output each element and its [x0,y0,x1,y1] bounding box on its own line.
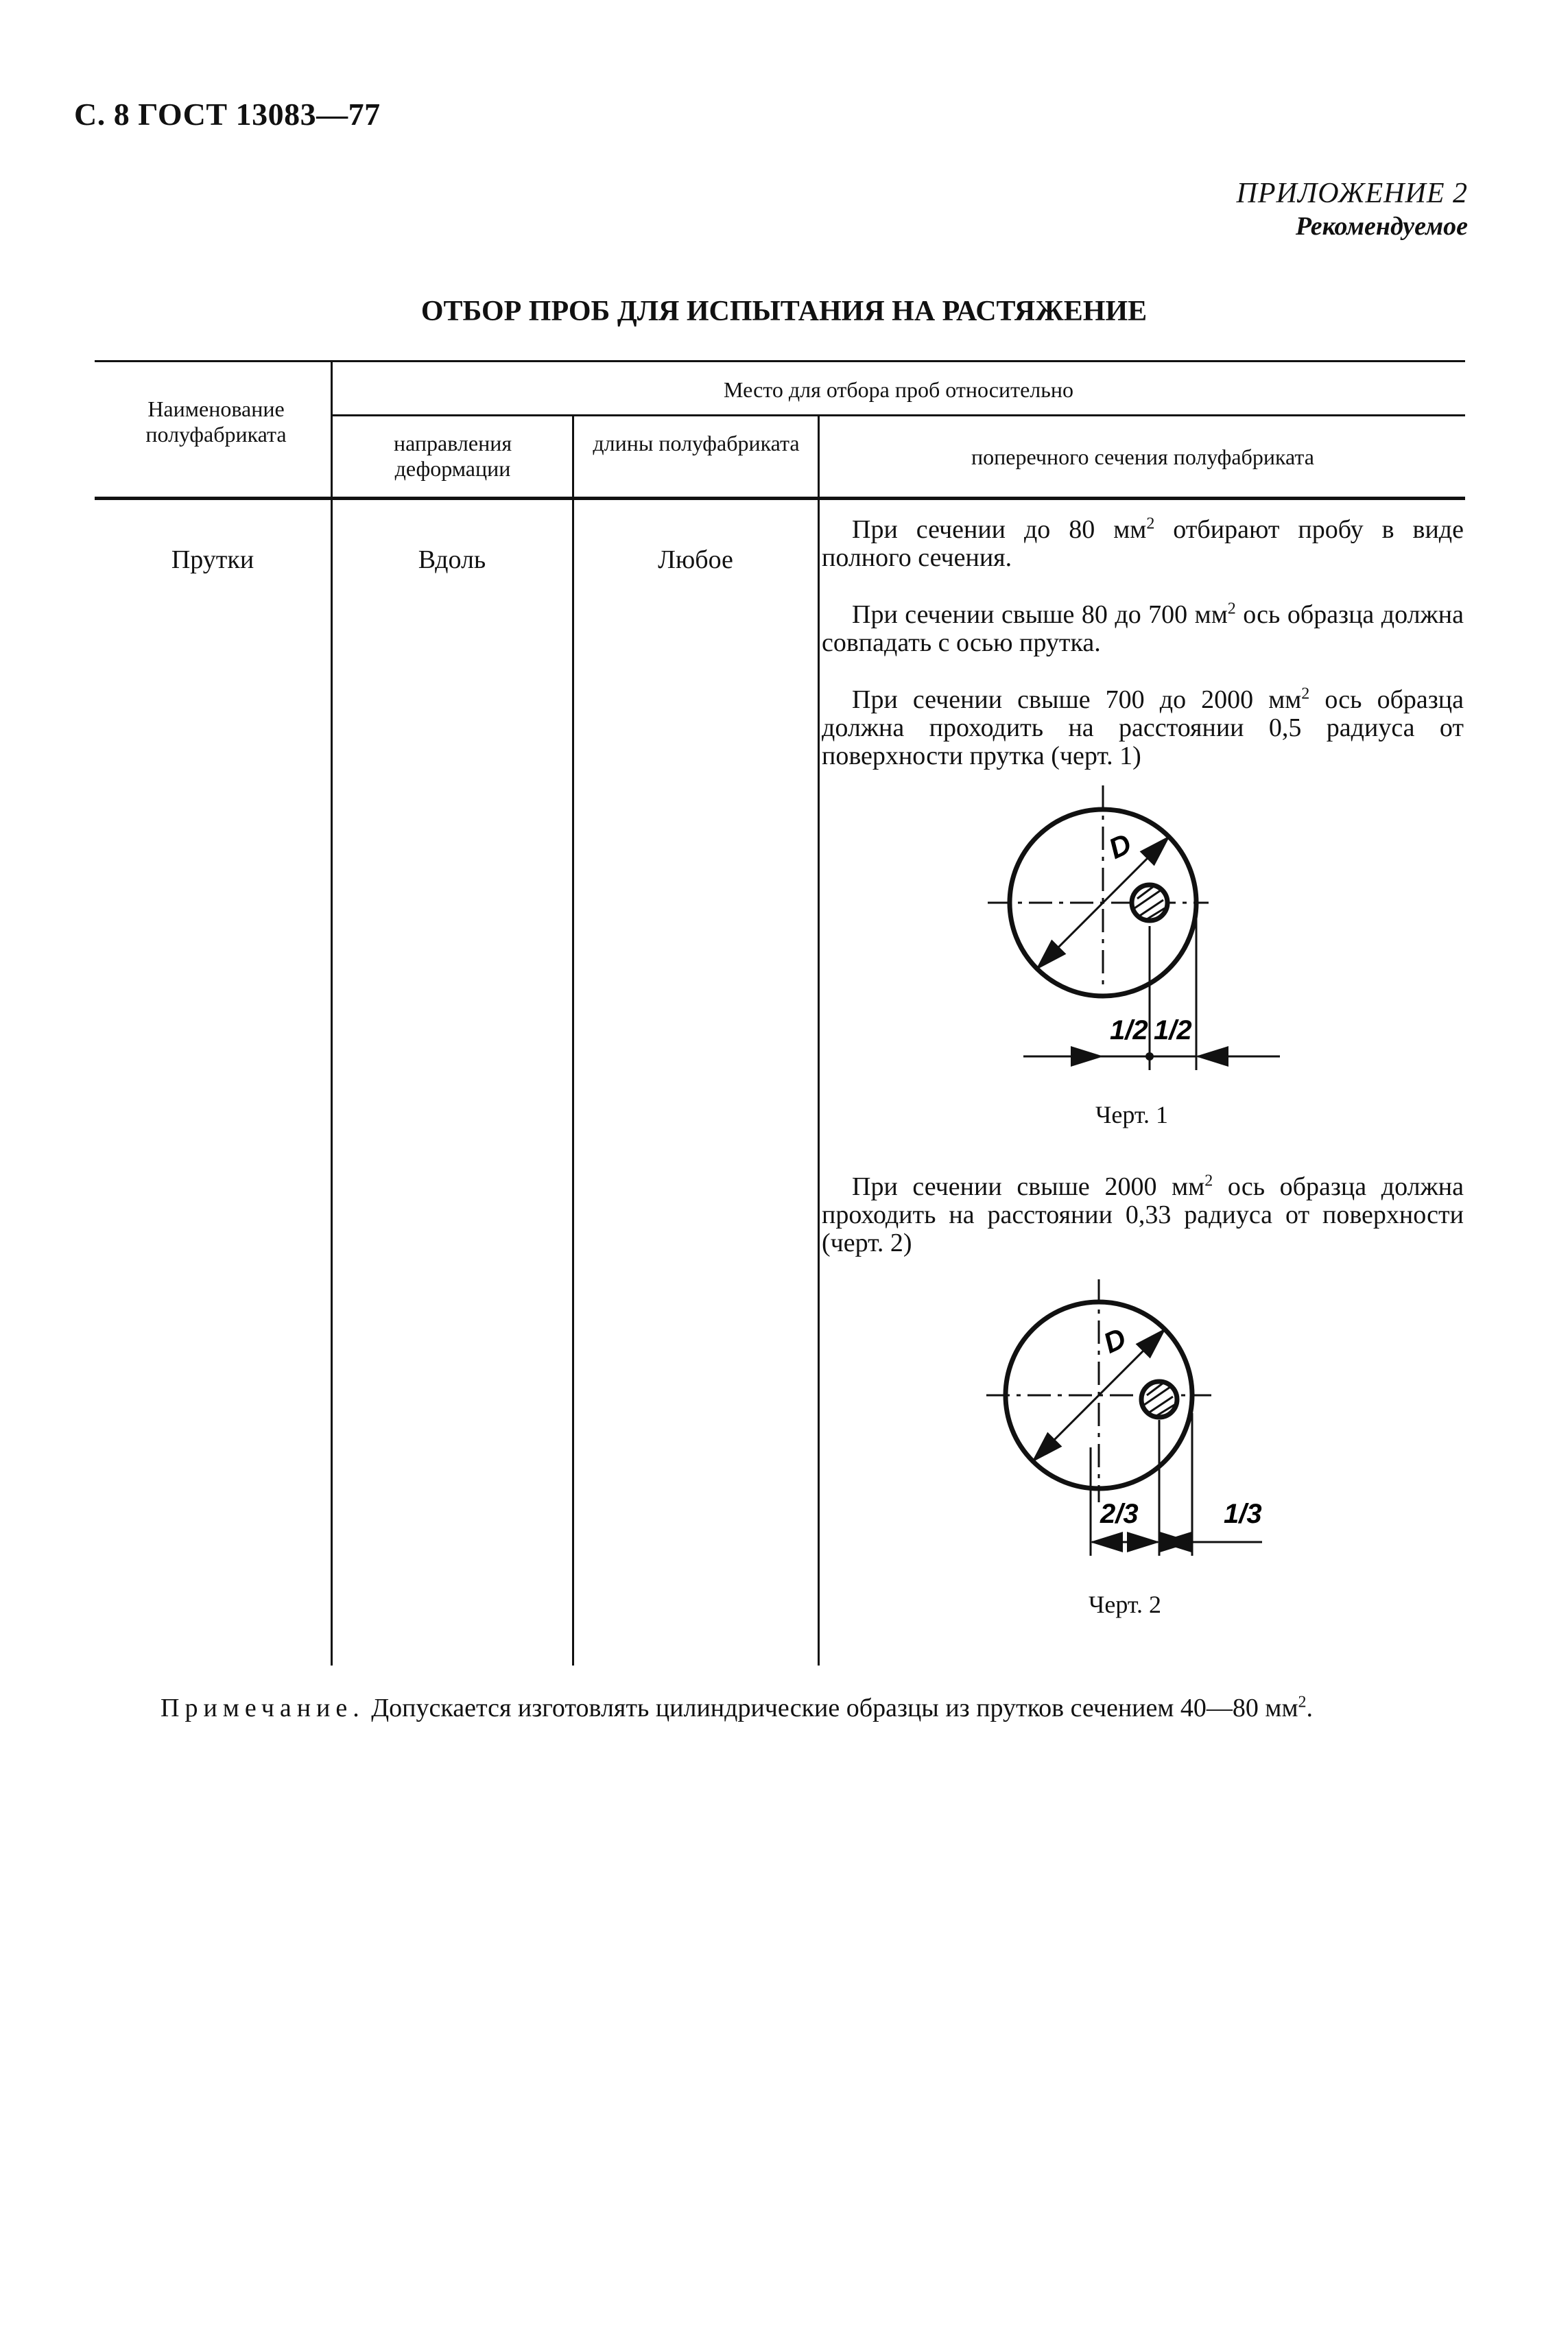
note-label: Примечание. [161,1694,365,1722]
dim-label-left: 2/3 [1100,1499,1139,1529]
table-top-rule [95,360,1465,362]
cell-direction: Вдоль [418,545,486,574]
table-header-bottom-rule [95,497,1465,500]
figure-2-caption: Черт. 2 [1089,1591,1161,1618]
dim-label-right: 1/2 [1154,1015,1192,1045]
paragraph-section-3: При сечении свыше 700 до 2000 $мм^2$ ось образца должна проходить на расстоянии 0,5 радиуса от поверхности прутка (черт. 1) [822,685,1464,770]
table-subheader-rule [332,414,1465,416]
diameter-label: D [1098,1321,1131,1360]
document-title: ОТБОР ПРОБ ДЛЯ ИСПЫТАНИЯ НА РАСТЯЖЕНИЕ [420,296,1148,327]
header-cross-section: поперечного сечения полуфабриката [971,445,1314,469]
figure-1-drawing [960,782,1290,1084]
paragraph-section-2: При сечении свыше 80 до 700 $мм^2$ ось образца должна совпадать с осью прутка. [822,600,1464,657]
header-product-length: длины полуфабриката [593,431,800,455]
appendix-title: ПРИЛОЖЕНИЕ 2 [1236,178,1468,209]
header-product-name: Наименование полуфабриката [145,396,287,447]
table-col-divider-3 [818,414,820,1666]
page-header: С. 8 ГОСТ 13083—77 [74,97,381,132]
figure-1-caption: Черт. 1 [1095,1101,1168,1128]
header-sampling-place: Место для отбора проб относительно [724,377,1073,402]
table-col-divider-2 [572,414,574,1666]
footnote: Примечание. Допускается изготовлять цилиндрические образцы из прутков сечением 40—80 $мм^2$. [161,1693,1314,1722]
header-deformation-direction: направления деформации [393,431,512,481]
cell-product-name: Прутки [171,545,254,574]
dim-label-left: 1/2 [1110,1015,1148,1045]
appendix-block [1237,177,1468,241]
paragraph-section-1: При сечении до 80 $мм^2$ отбирают пробу в виде полного сечения. [822,514,1464,572]
dim-label-right: 1/3 [1224,1499,1262,1529]
figure-2-drawing [960,1276,1290,1564]
note-text: Допускается изготовлять цилиндрические образцы из прутков сечением 40—80 мм [364,1694,1298,1722]
cell-length: Любое [658,545,733,574]
diameter-label: D [1104,827,1137,865]
appendix-status: Рекомендуемое [1295,212,1468,241]
paragraph-section-4: При сечении свыше 2000 $мм^2$ ось образца должна проходить на расстоянии 0,33 радиуса от поверхности (черт. 2) [822,1172,1464,1257]
